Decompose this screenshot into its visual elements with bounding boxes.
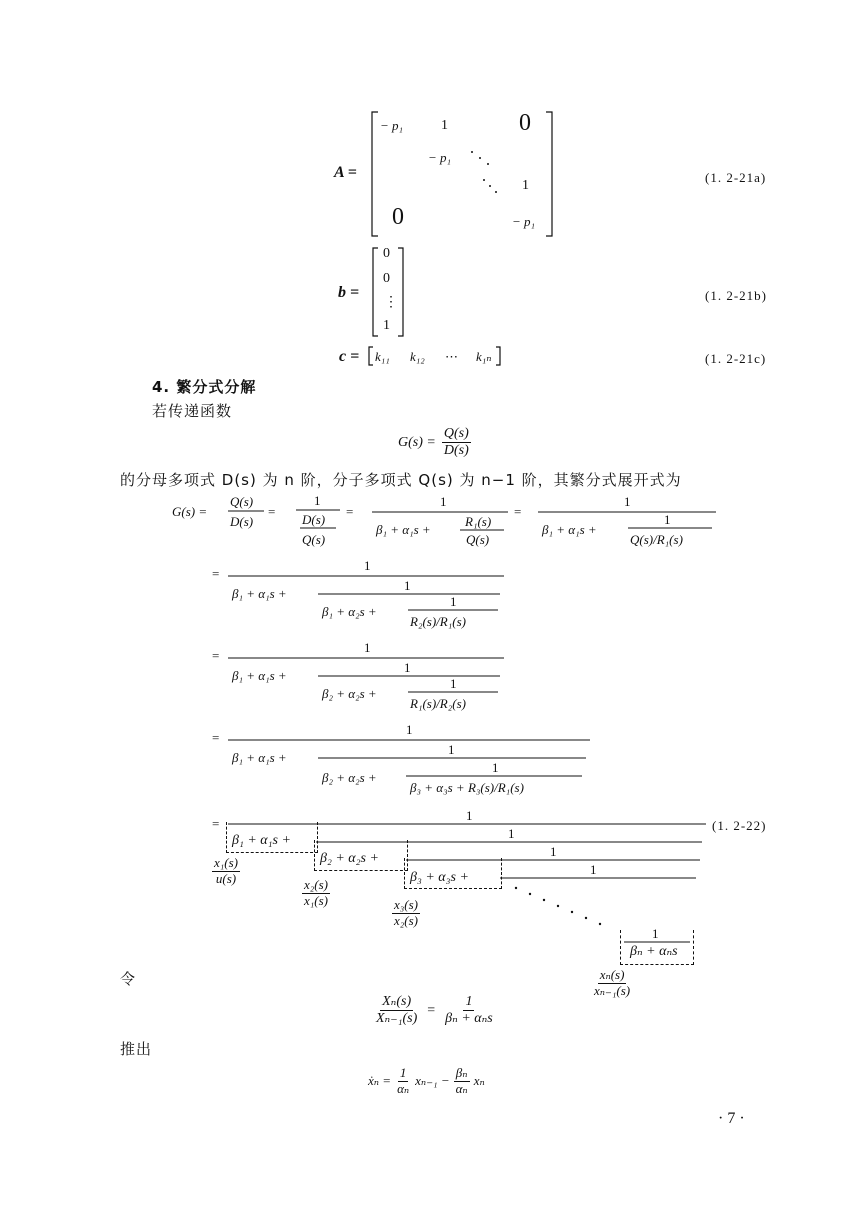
block-3-outline [404,858,502,889]
derive-coef-1-num: 1 [399,1065,407,1080]
svg-text:1: 1 [364,640,371,655]
svg-text:=: = [346,504,354,519]
vector-c-entry-2: k₁₂ [410,349,425,364]
svg-text:1: 1 [440,494,447,509]
ratio-x3-over-x2 [392,898,420,929]
matrix-a-zero-lower: 0 [392,204,404,230]
svg-text:1: 1 [448,742,455,757]
continued-fraction-derivation [0,490,868,830]
svg-text:1: 1 [404,660,411,675]
svg-text:β₁ + α₁s +: β₁ + α₁s + [542,522,597,537]
derive-lhs: ẋₙ = [368,1073,392,1089]
term-beta1: β₁ + α₁s + [232,833,291,848]
ratio-2-denominator: x₁(s) [304,892,329,908]
derive-coef-2-num: βₙ [455,1065,468,1080]
svg-text:1: 1 [624,494,631,509]
let-lhs-fraction [374,994,419,1027]
matrix-a-m44: − p₁ [512,214,536,229]
svg-text:1: 1 [404,578,411,593]
ratio-x2-over-x1 [302,878,330,909]
equation-number-21a: (1. 2-21a) [705,170,767,185]
svg-text:β₂ + α₂s +: β₂ + α₂s + [322,686,377,701]
equation-number-21b: (1. 2-21b) [705,288,767,303]
ratio-3-denominator: x₂(s) [394,912,419,928]
svg-text:Q(s)/R₁(s): Q(s)/R₁(s) [630,532,683,547]
vector-c-entry-1: k₁₁ [375,349,390,364]
g-of-s-lhs: G(s) = [398,434,436,450]
block-n-outline [620,930,694,965]
ratio-n-numerator: xₙ(s) [599,967,625,982]
svg-text:1: 1 [664,512,671,527]
svg-text:1: 1 [450,594,457,609]
ratio-3-numerator: x₃(s) [394,897,419,912]
ratio-2-numerator: x₂(s) [304,877,329,892]
matrix-a-label: A = [334,164,357,181]
term-betan: βₙ + αₙs [630,944,678,959]
svg-text:D(s): D(s) [230,514,254,529]
derive-var-2: xₙ [473,1073,485,1089]
svg-text:=: = [268,504,276,519]
svg-text:=: = [212,730,220,745]
svg-text:Q(s): Q(s) [466,532,490,547]
ratio-xn-over-xn-1 [592,968,632,999]
block-1-outline [226,822,318,853]
svg-text:Q(s): Q(s) [302,532,326,547]
term-beta3: β₃ + α₃s + [410,870,469,885]
d-denominator: D(s) [443,443,469,459]
let-rhs-numerator: 1 [463,994,474,1011]
svg-text:1: 1 [314,493,321,508]
vector-b-label: b = [338,284,360,301]
matrix-a-zero-upper: 0 [519,110,531,136]
vector-b-entry-2: 0 [383,271,390,286]
matrix-a-m11: − p₁ [380,118,404,133]
svg-text:β₁ + α₁s +: β₁ + α₁s + [376,522,431,537]
svg-text:R₂(s)/R₁(s): R₂(s)/R₁(s) [410,614,466,629]
svg-text:1: 1 [590,862,597,877]
svg-text:β₂ + α₂s +: β₂ + α₂s + [322,770,377,785]
ratio-n-denominator: xₙ₋₁(s) [594,982,631,998]
svg-text:G(s) =: G(s) = [172,504,208,519]
derive-var-1: xₙ₋₁ − [415,1073,450,1089]
block-2-outline [314,840,408,871]
svg-text:1: 1 [450,676,457,691]
vector-b-entry-4: 1 [383,318,390,333]
svg-text:=: = [212,816,220,831]
derive-coef-1 [395,1066,411,1097]
matrix-a-m12: 1 [441,118,448,133]
svg-text:1: 1 [508,826,515,841]
svg-text:β₃ + α₃s + R₃(s)/R₁(s): β₃ + α₃s + R₃(s)/R₁(s) [410,780,524,795]
ratio-x1-over-u [212,856,240,887]
ratio-1-denominator: u(s) [215,870,237,886]
let-equals: = [427,1002,436,1018]
equation-number-21c: (1. 2-21c) [705,351,767,366]
vector-b-entry-3: ⋮ [384,295,398,310]
ratio-1-numerator: x₁(s) [214,855,239,870]
q-over-d-fraction [442,426,471,459]
state-equation [368,1066,485,1097]
vector-c-label: c = [339,348,360,365]
svg-text:R₁(s): R₁(s) [465,514,492,529]
svg-text:β₁ + α₂s +: β₁ + α₂s + [322,604,377,619]
svg-text:D(s): D(s) [302,512,326,527]
svg-text:1: 1 [364,558,371,573]
vector-c-entry-4: k₁ₙ [476,349,492,364]
transfer-function-definition [398,426,471,459]
term-beta2: β₂ + α₂s + [320,851,379,866]
equation-number-22: (1. 2-22) [712,818,767,833]
svg-text:Q(s): Q(s) [230,494,254,509]
matrix-a-m22: − p₁ [428,150,452,165]
derive-coef-1-den: αₙ [397,1080,410,1096]
intro-text: 若传递函数 [152,402,233,420]
vector-c-entry-3: ⋯ [445,349,458,364]
q-numerator: Q(s) [442,426,471,443]
let-rhs-denominator: βₙ + αₙs [445,1011,493,1027]
svg-text:R₁(s)/R₂(s): R₁(s)/R₂(s) [410,696,466,711]
svg-text:1: 1 [652,926,659,941]
matrix-a-m34: 1 [522,178,529,193]
let-equation [374,994,495,1027]
page-number: · 7 · [718,1110,745,1127]
svg-text:β₁ + α₁s +: β₁ + α₁s + [232,586,287,601]
let-lhs-numerator: Xₙ(s) [380,994,413,1011]
derive-coef-2 [454,1066,470,1097]
svg-text:β₁ + α₁s +: β₁ + α₁s + [232,668,287,683]
svg-text:1: 1 [406,722,413,737]
svg-text:=: = [212,648,220,663]
svg-text:1: 1 [492,760,499,775]
let-lhs-denominator: Xₙ₋₁(s) [376,1011,418,1027]
vector-b-entry-1: 0 [383,246,390,261]
derive-coef-2-den: αₙ [455,1080,468,1096]
svg-text:1: 1 [550,844,557,859]
svg-text:1: 1 [466,808,473,823]
derive-word: 推出 [120,1040,153,1058]
let-word: 令 [120,970,137,988]
expansion-sentence: 的分母多项式 D(s) 为 n 阶，分子多项式 Q(s) 为 n−1 阶，其繁分式展开式为 [120,471,682,489]
svg-text:=: = [212,566,220,581]
svg-text:β₁ + α₁s +: β₁ + α₁s + [232,750,287,765]
let-rhs-fraction [443,994,495,1027]
section-heading: 4. 繁分式分解 [152,378,257,396]
svg-text:=: = [514,504,522,519]
